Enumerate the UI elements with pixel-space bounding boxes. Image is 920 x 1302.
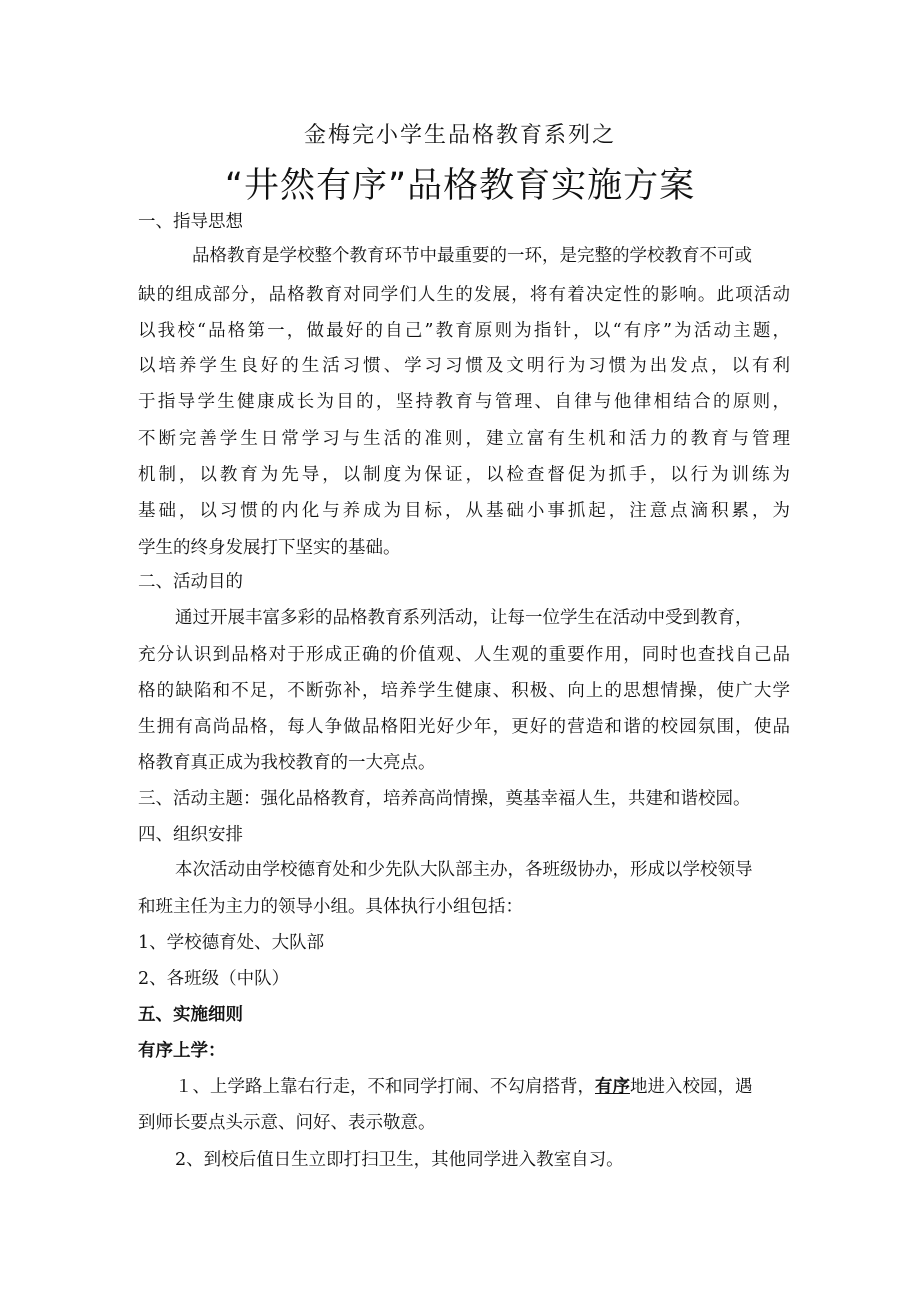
document-subtitle: 金梅完小学生品格教育系列之	[303, 123, 616, 148]
section3-theme: 三、活动主题：强化品格教育，培养高尚情操，奠基幸福人生，共建和谐校园。	[138, 789, 751, 809]
paragraph-line: 以我校“品格第一，做最好的自己”教育原则为指针，以“有序”为活动主题，	[138, 321, 790, 341]
paragraph-line: 机制，以教育为先导，以制度为保证，以检查督促为抓手，以行为训练为	[138, 465, 790, 485]
paragraph-line: 格的缺陷和不足，不断弥补，培养学生健康、积极、向上的思想情操，使广大学	[138, 681, 790, 701]
paragraph-line: 生拥有高尚品格，每人争做品格阳光好少年，更好的营造和谐的校园氛围，使品	[138, 717, 790, 737]
rule-item-1	[175, 1075, 790, 1099]
paragraph-line: 和班主任为主力的领导小组。具体执行小组包括：	[138, 897, 523, 917]
rule-item-2: 2、到校后值日生立即打扫卫生，其他同学进入教室自习。	[175, 1150, 624, 1170]
section1-heading: 一、指导思想	[138, 212, 243, 232]
section4-heading: 四、组织安排	[138, 825, 243, 845]
rule-item-1-post: 地进入校园，遇	[630, 1077, 753, 1097]
paragraph-line: 格教育真正成为我校教育的一大亮点。	[138, 753, 436, 773]
list-item: 2、各班级（中队）	[138, 969, 290, 989]
section2-heading: 二、活动目的	[138, 572, 243, 592]
paragraph-line: 学生的终身发展打下坚实的基础。	[138, 538, 401, 558]
paragraph-line: 品格教育是学校整个教育环节中最重要的一环，是完整的学校教育不可或	[192, 246, 752, 266]
paragraph-line: 基础，以习惯的内化与养成为目标，从基础小事抓起，注意点滴积累，为	[138, 501, 790, 521]
paragraph-line: 缺的组成部分，品格教育对同学们人生的发展，将有着决定性的影响。此项活动	[138, 285, 790, 305]
paragraph-line: 通过开展丰富多彩的品格教育系列活动，让每一位学生在活动中受到教育，	[175, 608, 753, 628]
paragraph-line: 以培养学生良好的生活习惯、学习习惯及文明行为习惯为出发点，以有利	[138, 356, 790, 376]
list-item: 1、学校德育处、大队部	[138, 933, 325, 953]
emphasis-underline: 有序	[595, 1077, 630, 1097]
document-title: “井然有序”品格教育实施方案	[224, 166, 696, 206]
section5-heading: 五、实施细则	[138, 1005, 243, 1025]
section5-subheading: 有序上学：	[138, 1041, 226, 1061]
paragraph-line: 于指导学生健康成长为目的，坚持教育与管理、自律与他律相结合的原则，	[138, 392, 790, 412]
paragraph-line: 到师长要点头示意、问好、表示敬意。	[138, 1113, 436, 1133]
paragraph-line: 充分认识到品格对于形成正确的价值观、人生观的重要作用，同时也查找自己品	[138, 645, 790, 665]
paragraph-line: 不断完善学生日常学习与生活的准则，建立富有生机和活力的教育与管理	[138, 429, 790, 449]
paragraph-line: 本次活动由学校德育处和少先队大队部主办，各班级协办，形成以学校领导	[175, 860, 753, 880]
rule-item-1-pre: １、上学路上靠右行走，不和同学打闹、不勾肩搭背，	[175, 1077, 595, 1097]
